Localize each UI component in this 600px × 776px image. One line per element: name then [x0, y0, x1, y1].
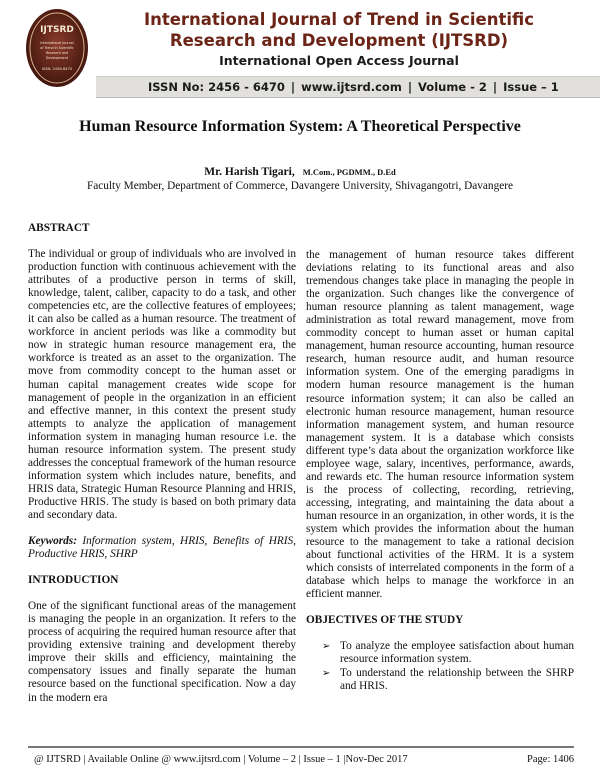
- objective-text: To analyze the employee satisfaction about human resource information system.: [340, 640, 574, 666]
- issn-number: ISSN No: 2456 - 6470: [148, 80, 285, 94]
- introduction-heading: INTRODUCTION: [28, 574, 119, 587]
- abstract-heading: ABSTRACT: [28, 222, 90, 234]
- svg-text:IJTSRD: IJTSRD: [40, 25, 74, 35]
- keywords-label: Keywords:: [28, 535, 77, 548]
- journal-website-link[interactable]: www.ijtsrd.com: [301, 80, 402, 94]
- footer-date: Nov-Dec 2017: [345, 754, 408, 765]
- volume-label: Volume - 2: [418, 80, 487, 94]
- author-qualifications: M.Com., PGDMM., D.Ed: [302, 167, 396, 177]
- page-footer: @ IJTSRD | Available Online @ www.ijtsrd.com | Volume – 2 | Issue – 1 |Nov-Dec 2017 Page: 1406: [34, 754, 574, 765]
- keywords-text: Information system, HRIS, Benefits of HRIS, Productive HRIS, SHRP: [28, 535, 296, 561]
- paper-title: Human Resource Information System: A Theoretical Perspective: [79, 118, 521, 135]
- ijtsrd-logo: [24, 8, 90, 92]
- issn-bar: ISSN No: 2456 - 6470 | www.ijtsrd.com | Volume - 2 | Issue – 1: [96, 76, 600, 98]
- left-column: [28, 222, 296, 705]
- footer-volume: Volume – 2: [247, 754, 297, 765]
- arrow-bullet-icon: ➢: [322, 641, 331, 653]
- svg-text:ISSN: 2456-6470: ISSN: 2456-6470: [41, 67, 73, 71]
- right-column: [306, 249, 574, 695]
- svg-text:Development: Development: [45, 56, 69, 60]
- list-item: [322, 640, 574, 666]
- journal-title-line2: Research and Development (IJTSRD): [169, 31, 509, 50]
- open-access-label: International Open Access Journal: [219, 53, 459, 68]
- keywords: [28, 535, 296, 561]
- author-line: [0, 166, 600, 178]
- arrow-bullet-icon: ➢: [322, 668, 331, 680]
- introduction-text: One of the significant functional areas of the management is managing the people in an organization. It refers to the process of acquiring the required human resource after that providing extensive training and development thereby improve their skills and efficiency, maintaining the compensatory issues and finally separate the human resource based on the functional specification. Now a day in the modern era: [28, 600, 296, 704]
- abstract-text: The individual or group of individuals who are involved in production function with continuous achievement with the attributes of a productive person in terms of skill, knowledge, talent, caliber, capacity to do a task, and other competencies etc, are the collective features of employees; it can also be called as a human resource. The treatment of workforce in ancient periods was like a commodity but now in strategic human resource management era, the workforce is treated as an asset to the organization. The move from commodity concept to the human asset or human capital management creates wide scope for management of people in the organization in an efficient and effective manner, in this context the present study attempts to analyze the application of management information system in managing human resource i.e. the human resource information system. The present study addresses the conceptual framework of the human resource information system which includes nature, benefits, and HRIS data, Strategic Human Resource Planning and HRIS, Productive HRIS. The study is based on both primary data and secondary data.: [28, 248, 296, 521]
- svg-text:Research and: Research and: [45, 51, 69, 55]
- svg-text:of Trend in Scientific: of Trend in Scientific: [40, 46, 74, 50]
- footer-divider: [28, 746, 574, 748]
- author-name: Mr. Harish Tigari,: [204, 166, 295, 178]
- issue-label: Issue – 1: [503, 80, 559, 94]
- objectives-heading: OBJECTIVES OF THE STUDY: [306, 614, 464, 627]
- journal-title: [104, 9, 574, 51]
- footer-available-online: Available Online @ www.ijtsrd.com: [87, 754, 241, 765]
- journal-title-line1: International Journal of Trend in Scientific: [143, 10, 535, 29]
- svg-text:International Journal: International Journal: [40, 41, 74, 45]
- introduction-text-continued: the management of human resource takes different deviations relating to its functional areas and also tremendous changes take place in managing the people in the organization. Such changes like the convergence of human resource planning as talent management, wage administration as total reward management, move from commodity concept to human asset or human capital management, human resource accounting, human resource research, human resource audit, and human resource information system. One of the emerging paradigms in modern human resource management is the human resource information system; it can also be called an electronic human resource management, human resource information management system, and human resource management system. It is a database which consists different type’s data about the organization workforce like employee wage, salary, incentives, performance, awards, and rewards etc. The human resource information system is the process of collecting, recording, retrieving, accessing, integrating, and maintaining the data about a human resource in an organization, in other words, it is the system which provides the information about the human resource to the management to take a rational decision about functional activities of the HRM. It is a system which consists of interrelated components in the form of a database which helps to manage the workforce in an efficient manner.: [306, 249, 574, 601]
- journal-header: [0, 0, 600, 104]
- objectives-list: [322, 640, 574, 693]
- objective-text: To understand the relationship between the SHRP and HRIS.: [340, 667, 574, 693]
- page-number: Page: 1406: [527, 754, 574, 765]
- list-item: [322, 667, 574, 693]
- footer-issue: Issue – 1: [303, 754, 341, 765]
- author-affiliation: Faculty Member, Department of Commerce, Davangere University, Shivagangotri, Davangere: [86, 180, 514, 192]
- footer-journal: @ IJTSRD: [34, 754, 81, 765]
